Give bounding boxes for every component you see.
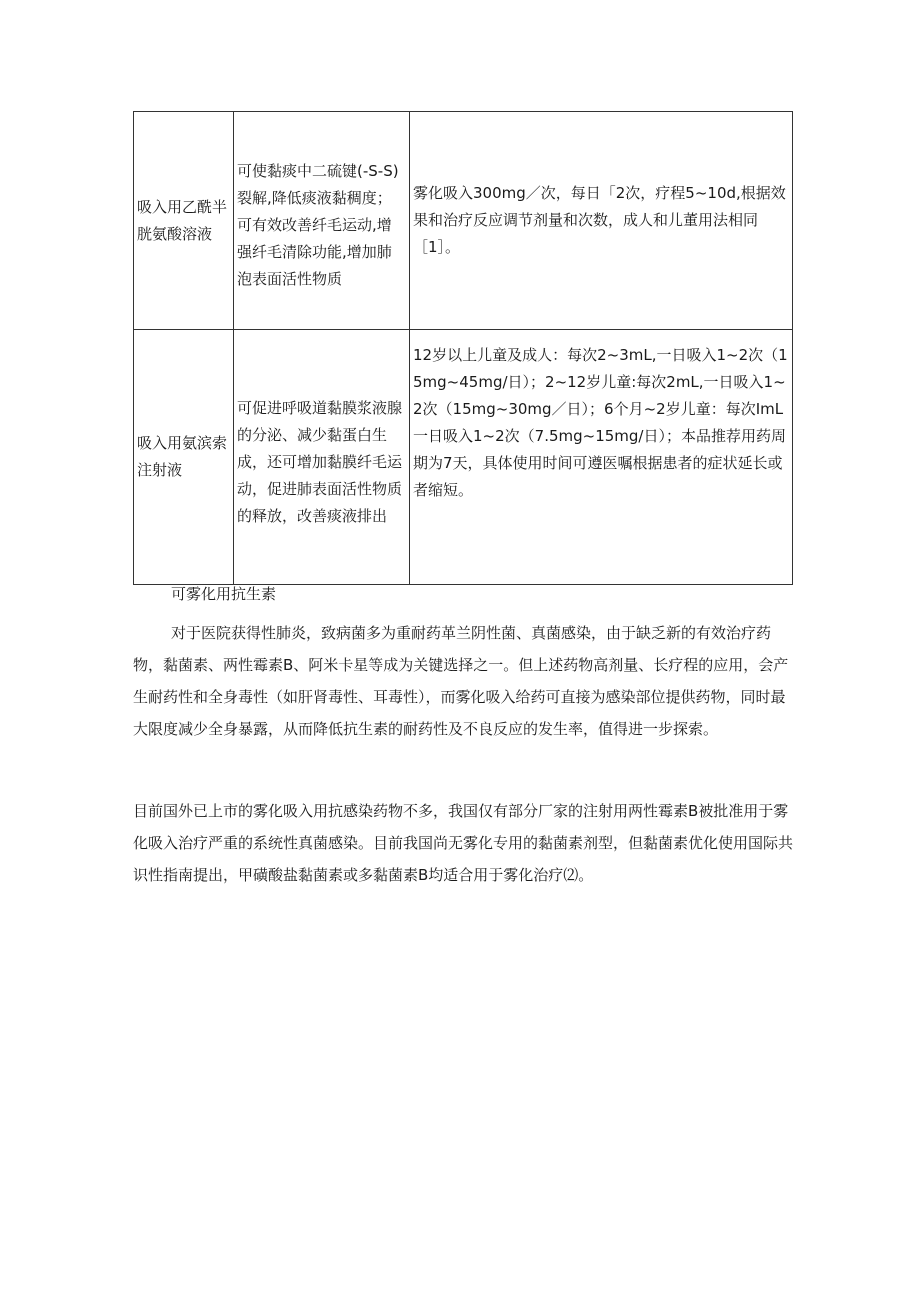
table-row	[134, 330, 793, 585]
nebulized-drug-table	[133, 111, 793, 585]
mechanism-cell	[234, 330, 410, 585]
mechanism-cell	[234, 112, 410, 330]
drug-name-cell: 吸入用氨滨索注射液	[134, 330, 234, 585]
drug-name-cell: 吸入用乙酰半胱氨酸溶液	[134, 112, 234, 330]
section-heading: 可雾化用抗生素	[171, 585, 277, 603]
mechanism-text: 泡表面活性物质	[237, 270, 343, 288]
mechanism-text: 可促进呼吸道黏膜浆液腺的分泌、减少黏蛋白生成，还可增加黏膜纤毛运动，促进肺表面活性物质的释放，改善痰液排出	[237, 398, 403, 525]
mechanism-text: 可使黏痰中二硫键(-S-S)裂解,降低痰液黏稠度；可有效改善纤毛运动,增强纤毛清除功能,增加肺	[237, 162, 399, 261]
dosage-cell: 12岁以上儿童及成人：每次2~3mL,一日吸入1~2次（15mg~45mg/日）；2~12岁儿童:每次2mL,一日吸入1~2次（15mg~30mg／日）；6个月~2岁儿童：每次ImL一日吸入1~2次（7.5mg~15mg/日）；本品推荐用药周期为7天，具体使用时间可遵医嘱根据患者的症状延长或者缩短。	[410, 330, 793, 585]
table-row	[134, 112, 793, 330]
body-paragraph: 目前国外已上市的雾化吸入用抗感染药物不多，我国仅有部分厂家的注射用两性霉素B被批准用于雾化吸入治疗严重的系统性真菌感染。目前我国尚无雾化专用的黏菌素剂型，但黏菌素优化使用国际共识性指南提出，甲磺酸盐黏菌素或多黏菌素B均适合用于雾化治疗⑵。	[133, 802, 794, 884]
body-paragraph: 对于医院获得性肺炎，致病菌多为重耐药革兰阴性菌、真菌感染，由于缺乏新的有效治疗药物，黏菌素、两性霉素B、阿米卡星等成为关键选择之一。但上述药物高剂量、长疗程的应用，会产生耐药性和全身毒性（如肝肾毒性、耳毒性），而雾化吸入给药可直接为感染部位提供药物，同时最大限度减少全身暴露，从而降低抗生素的耐药性及不良反应的发生率，值得进一步探索。	[133, 624, 789, 738]
dosage-cell: 雾化吸入300mg／次，每日「2次，疗程5~10d,根据效果和治疗反应调节剂量和次数，成人和儿董用法相同［1］。	[410, 112, 793, 330]
